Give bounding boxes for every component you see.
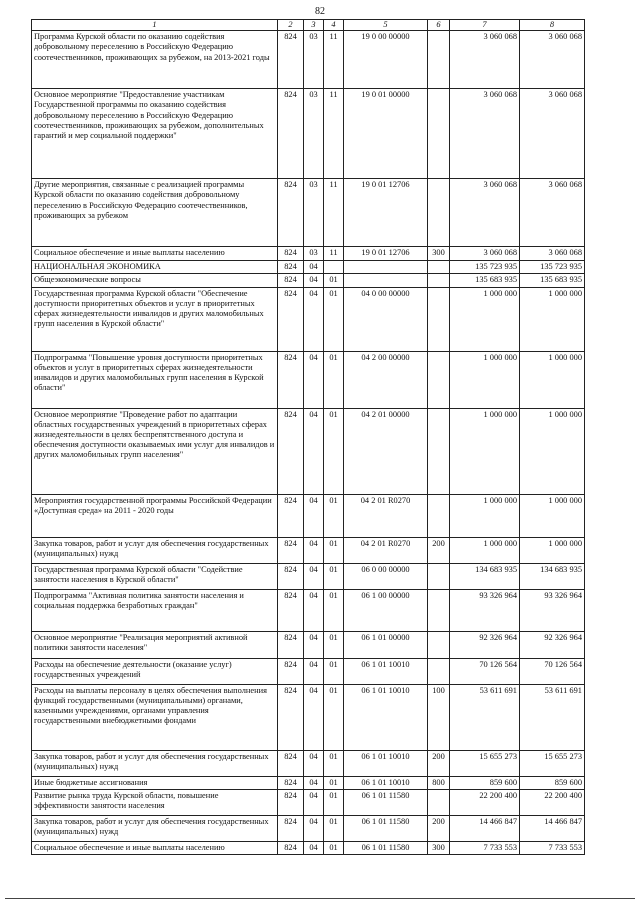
column-header: 7: [450, 20, 520, 31]
table-row: [32, 776, 585, 789]
column-header: 4: [324, 20, 344, 31]
page-number: 82: [315, 6, 325, 17]
budget-table: [31, 19, 585, 855]
row-cell-col4: 01: [324, 563, 344, 589]
row-cell-col5: 06 1 01 11580: [344, 841, 428, 854]
row-cell-col5: 19 0 01 00000: [344, 89, 428, 179]
row-cell-col3: 03: [304, 247, 324, 261]
row-cell-col5: 19 0 01 12706: [344, 179, 428, 247]
row-cell-col6: 100: [428, 684, 450, 750]
row-cell-col8: 1 000 000: [520, 408, 585, 494]
column-header: 3: [304, 20, 324, 31]
row-cell-col7: 3 060 068: [450, 31, 520, 89]
row-cell-col2: 824: [278, 537, 304, 563]
row-cell-col2: 824: [278, 776, 304, 789]
row-cell-col2: 824: [278, 789, 304, 815]
row-cell-col7: 135 723 935: [450, 261, 520, 274]
row-cell-col5: 06 1 00 00000: [344, 589, 428, 631]
row-cell-col5: 04 2 01 R0270: [344, 494, 428, 537]
row-cell-col5: 06 1 01 10010: [344, 776, 428, 789]
row-cell-col4: 01: [324, 658, 344, 684]
table-row: [32, 261, 585, 274]
row-cell-col2: 824: [278, 589, 304, 631]
row-cell-col5: 06 1 01 11580: [344, 815, 428, 841]
table-row: [32, 274, 585, 287]
row-cell-col2: 824: [278, 31, 304, 89]
row-cell-col6: [428, 89, 450, 179]
row-cell-col6: 200: [428, 815, 450, 841]
row-cell-col2: 824: [278, 287, 304, 351]
row-cell-col4: 01: [324, 537, 344, 563]
row-cell-col5: 19 0 01 12706: [344, 247, 428, 261]
row-description: Мероприятия государственной программы Российской Федерации «Доступная среда» на 2011 - 2020 годы: [32, 494, 278, 537]
row-cell-col7: 1 000 000: [450, 408, 520, 494]
row-cell-col8: 93 326 964: [520, 589, 585, 631]
row-cell-col5: 06 1 01 10010: [344, 658, 428, 684]
row-cell-col2: 824: [278, 631, 304, 658]
row-cell-col4: 01: [324, 287, 344, 351]
table-row: [32, 89, 585, 179]
table-row: [32, 815, 585, 841]
row-cell-col5: 06 1 01 11580: [344, 789, 428, 815]
row-cell-col4: 01: [324, 789, 344, 815]
row-cell-col7: 134 683 935: [450, 563, 520, 589]
row-description: Закупка товаров, работ и услуг для обеспечения государственных (муниципальных) нужд: [32, 750, 278, 776]
row-cell-col2: 824: [278, 494, 304, 537]
row-cell-col7: 14 466 847: [450, 815, 520, 841]
row-cell-col7: 53 611 691: [450, 684, 520, 750]
row-cell-col8: 1 000 000: [520, 287, 585, 351]
row-cell-col5: 19 0 00 00000: [344, 31, 428, 89]
row-cell-col8: 22 200 400: [520, 789, 585, 815]
row-cell-col3: 04: [304, 408, 324, 494]
row-cell-col4: 01: [324, 351, 344, 408]
row-cell-col6: [428, 274, 450, 287]
row-cell-col7: 70 126 564: [450, 658, 520, 684]
row-cell-col2: 824: [278, 815, 304, 841]
row-cell-col7: 22 200 400: [450, 789, 520, 815]
row-cell-col2: 824: [278, 841, 304, 854]
row-cell-col6: [428, 494, 450, 537]
row-cell-col7: 3 060 068: [450, 89, 520, 179]
row-cell-col2: 824: [278, 179, 304, 247]
row-cell-col3: 03: [304, 179, 324, 247]
row-cell-col8: 859 600: [520, 776, 585, 789]
column-header: 2: [278, 20, 304, 31]
row-cell-col3: 04: [304, 589, 324, 631]
row-cell-col5: 04 2 01 00000: [344, 408, 428, 494]
row-cell-col6: 200: [428, 750, 450, 776]
row-cell-col3: 04: [304, 287, 324, 351]
row-cell-col2: 824: [278, 658, 304, 684]
row-cell-col6: [428, 789, 450, 815]
row-cell-col7: 3 060 068: [450, 179, 520, 247]
row-cell-col3: 04: [304, 841, 324, 854]
row-cell-col2: 824: [278, 750, 304, 776]
table-row: [32, 750, 585, 776]
row-cell-col4: 01: [324, 494, 344, 537]
row-cell-col3: 04: [304, 563, 324, 589]
row-cell-col6: [428, 563, 450, 589]
row-cell-col4: 11: [324, 179, 344, 247]
row-cell-col5: [344, 274, 428, 287]
row-cell-col3: 04: [304, 494, 324, 537]
row-description: Общеэкономические вопросы: [32, 274, 278, 287]
table-row: [32, 658, 585, 684]
table-row: [32, 841, 585, 854]
row-cell-col7: 1 000 000: [450, 494, 520, 537]
column-header: 8: [520, 20, 585, 31]
row-cell-col5: 06 1 01 10010: [344, 750, 428, 776]
row-cell-col8: 3 060 068: [520, 31, 585, 89]
row-description: Государственная программа Курской области "Обеспечение доступности приоритетных объектов и услуг в приоритетных сферах жизнедеятельности инвалидов и других маломобильных групп населения в Курской области": [32, 287, 278, 351]
row-cell-col4: 11: [324, 247, 344, 261]
row-cell-col4: 01: [324, 274, 344, 287]
row-description: Другие мероприятия, связанные с реализацией программы Курской области по оказанию содействия добровольному переселению в Российскую Федерацию соотечественников, проживающих за рубежом: [32, 179, 278, 247]
table-row: [32, 537, 585, 563]
table-row: [32, 589, 585, 631]
row-cell-col4: 01: [324, 776, 344, 789]
row-cell-col8: 1 000 000: [520, 537, 585, 563]
row-cell-col5: 06 1 01 00000: [344, 631, 428, 658]
row-cell-col8: 15 655 273: [520, 750, 585, 776]
row-cell-col6: [428, 287, 450, 351]
row-cell-col8: 92 326 964: [520, 631, 585, 658]
row-cell-col6: [428, 351, 450, 408]
row-cell-col6: 200: [428, 537, 450, 563]
row-cell-col6: 300: [428, 841, 450, 854]
row-cell-col5: 04 2 00 00000: [344, 351, 428, 408]
table-row: [32, 631, 585, 658]
row-cell-col6: [428, 31, 450, 89]
row-description: Закупка товаров, работ и услуг для обеспечения государственных (муниципальных) нужд: [32, 815, 278, 841]
row-cell-col6: [428, 658, 450, 684]
row-description: Подпрограмма "Повышение уровня доступности приоритетных объектов и услуг в приоритетных сферах жизнедеятельности инвалидов и других маломобильных групп населения в Курской области": [32, 351, 278, 408]
row-cell-col4: 01: [324, 631, 344, 658]
row-cell-col8: 53 611 691: [520, 684, 585, 750]
row-cell-col6: [428, 179, 450, 247]
table-row: [32, 684, 585, 750]
table-row: [32, 789, 585, 815]
row-cell-col8: 1 000 000: [520, 351, 585, 408]
row-cell-col8: 70 126 564: [520, 658, 585, 684]
row-cell-col3: 04: [304, 537, 324, 563]
row-description: Основное мероприятие "Реализация мероприятий активной политики занятости населения": [32, 631, 278, 658]
row-cell-col8: 3 060 068: [520, 179, 585, 247]
row-description: Основное мероприятие "Предоставление участникам Государственной программы по оказанию содействия добровольному переселению в Российскую Федерацию соотечественников, проживающих за рубежом, дополнительных гарантий и мер социальной поддержки": [32, 89, 278, 179]
row-cell-col2: 824: [278, 274, 304, 287]
column-header: 6: [428, 20, 450, 31]
row-cell-col4: 01: [324, 684, 344, 750]
bottom-rule: [5, 898, 635, 899]
row-description: Иные бюджетные ассигнования: [32, 776, 278, 789]
row-description: Государственная программа Курской области "Содействие занятости населения в Курской области": [32, 563, 278, 589]
row-cell-col8: 135 723 935: [520, 261, 585, 274]
table-row: [32, 247, 585, 261]
row-cell-col4: 01: [324, 841, 344, 854]
row-cell-col4: 11: [324, 89, 344, 179]
row-cell-col2: 824: [278, 89, 304, 179]
row-cell-col6: 800: [428, 776, 450, 789]
row-cell-col3: 04: [304, 351, 324, 408]
row-cell-col3: 04: [304, 750, 324, 776]
row-cell-col6: [428, 589, 450, 631]
row-description: Социальное обеспечение и иные выплаты населению: [32, 247, 278, 261]
row-description: Расходы на выплаты персоналу в целях обеспечения выполнения функций государственными (муниципальными) органами, казенными учреждениями, органами управления государственными внебюджетными фондами: [32, 684, 278, 750]
row-cell-col2: 824: [278, 247, 304, 261]
row-description: Программа Курской области по оказанию содействия добровольному переселению в Российскую Федерацию соотечественников, проживающих за рубежом, на 2013-2021 годы: [32, 31, 278, 89]
column-header: 5: [344, 20, 428, 31]
row-cell-col7: 92 326 964: [450, 631, 520, 658]
row-cell-col3: 04: [304, 789, 324, 815]
row-cell-col5: 04 2 01 R0270: [344, 537, 428, 563]
row-cell-col3: 04: [304, 274, 324, 287]
row-description: Развитие рынка труда Курской области, повышение эффективности занятости населения: [32, 789, 278, 815]
table-row: [32, 287, 585, 351]
row-cell-col2: 824: [278, 684, 304, 750]
row-cell-col6: [428, 631, 450, 658]
row-cell-col8: 3 060 068: [520, 247, 585, 261]
row-cell-col3: 04: [304, 815, 324, 841]
row-cell-col5: 06 0 00 00000: [344, 563, 428, 589]
row-description: Подпрограмма "Активная политика занятости населения и социальная поддержка безработных граждан": [32, 589, 278, 631]
row-cell-col4: 01: [324, 815, 344, 841]
row-cell-col2: 824: [278, 351, 304, 408]
row-cell-col2: 824: [278, 563, 304, 589]
row-cell-col7: 15 655 273: [450, 750, 520, 776]
row-cell-col6: [428, 261, 450, 274]
row-cell-col3: 04: [304, 776, 324, 789]
row-cell-col7: 1 000 000: [450, 351, 520, 408]
table-row: [32, 351, 585, 408]
table-row: [32, 408, 585, 494]
row-cell-col3: 03: [304, 89, 324, 179]
row-cell-col6: [428, 408, 450, 494]
table-header-row: [32, 20, 585, 31]
row-cell-col2: 824: [278, 261, 304, 274]
row-cell-col7: 93 326 964: [450, 589, 520, 631]
row-cell-col4: 01: [324, 408, 344, 494]
row-cell-col4: [324, 261, 344, 274]
row-cell-col7: 1 000 000: [450, 537, 520, 563]
row-description: НАЦИОНАЛЬНАЯ ЭКОНОМИКА: [32, 261, 278, 274]
row-cell-col3: 04: [304, 631, 324, 658]
row-cell-col8: 1 000 000: [520, 494, 585, 537]
row-cell-col5: 06 1 01 10010: [344, 684, 428, 750]
row-description: Расходы на обеспечение деятельности (оказание услуг) государственных учреждений: [32, 658, 278, 684]
row-cell-col6: 300: [428, 247, 450, 261]
row-description: Социальное обеспечение и иные выплаты населению: [32, 841, 278, 854]
row-cell-col7: 859 600: [450, 776, 520, 789]
row-cell-col8: 3 060 068: [520, 89, 585, 179]
row-cell-col5: [344, 261, 428, 274]
table-row: [32, 31, 585, 89]
row-cell-col4: 11: [324, 31, 344, 89]
row-cell-col4: 01: [324, 750, 344, 776]
row-cell-col8: 135 683 935: [520, 274, 585, 287]
table-row: [32, 494, 585, 537]
row-cell-col3: 03: [304, 31, 324, 89]
row-cell-col7: 3 060 068: [450, 247, 520, 261]
column-header: 1: [32, 20, 278, 31]
row-cell-col8: 14 466 847: [520, 815, 585, 841]
row-cell-col3: 04: [304, 261, 324, 274]
row-cell-col3: 04: [304, 684, 324, 750]
row-cell-col8: 7 733 553: [520, 841, 585, 854]
row-cell-col2: 824: [278, 408, 304, 494]
row-cell-col5: 04 0 00 00000: [344, 287, 428, 351]
row-description: Основное мероприятие "Проведение работ по адаптации областных государственных учреждений в приоритетных сферах жизнедеятельности в целях беспрепятственного доступа и обеспечения доступности оказываемых ими услуг для инвалидов и других маломобильных групп населения": [32, 408, 278, 494]
row-cell-col7: 135 683 935: [450, 274, 520, 287]
row-cell-col7: 7 733 553: [450, 841, 520, 854]
table-row: [32, 179, 585, 247]
row-cell-col8: 134 683 935: [520, 563, 585, 589]
row-cell-col4: 01: [324, 589, 344, 631]
row-cell-col3: 04: [304, 658, 324, 684]
table-row: [32, 563, 585, 589]
row-cell-col7: 1 000 000: [450, 287, 520, 351]
row-description: Закупка товаров, работ и услуг для обеспечения государственных (муниципальных) нужд: [32, 537, 278, 563]
